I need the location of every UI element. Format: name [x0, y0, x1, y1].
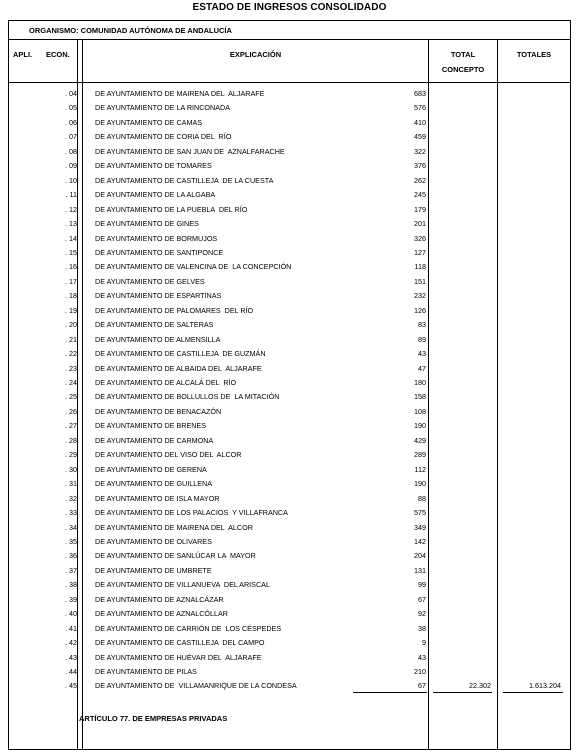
row-amount: 262	[414, 175, 426, 185]
row-econ-code: . 35	[65, 536, 77, 546]
row-econ-code: . 28	[65, 435, 77, 445]
row-econ-code: . 21	[65, 334, 77, 344]
row-description: DE AYUNTAMIENTO DE CARMONA	[95, 435, 214, 445]
header-apli: APLI.	[13, 50, 33, 59]
row-amount: 190	[414, 479, 426, 489]
row-amount: 683	[414, 89, 426, 98]
row-description: DE AYUNTAMIENTO DE LOS PALACIOS Y VILLAFRANCA	[95, 508, 288, 518]
row-description: DE AYUNTAMIENTO DE SAN JUAN DE AZNALFARACHE	[95, 146, 285, 156]
table-row	[9, 275, 570, 289]
row-description: DE AYUNTAMIENTO DE BOLLULLOS DE LA MITACIÓN	[95, 392, 280, 402]
row-econ-code: . 10	[65, 175, 77, 185]
row-amount: 118	[414, 262, 426, 272]
row-amount: 289	[414, 450, 426, 460]
table-row	[9, 622, 570, 636]
row-econ-code: . 36	[65, 551, 77, 561]
table-row	[9, 101, 570, 115]
organismo-label: ORGANISMO: COMUNIDAD AUTÓNOMA DE ANDALUCÍA	[9, 21, 570, 40]
row-econ-code: . 17	[65, 276, 77, 286]
header-econ: ECON.	[46, 50, 70, 59]
table-row	[9, 246, 570, 260]
row-description: DE AYUNTAMIENTO DE GINES	[95, 219, 199, 229]
row-econ-code: . 22	[65, 349, 77, 359]
table-row	[9, 116, 570, 130]
table-row	[9, 362, 570, 376]
row-description: DE AYUNTAMIENTO DE PALOMARES DEL RÍO	[95, 305, 254, 315]
row-econ-code: . 18	[65, 291, 77, 301]
row-description: DE AYUNTAMIENTO DE ESPARTINAS	[95, 291, 222, 301]
row-description: DE AYUNTAMIENTO DE BENACAZÓN	[95, 406, 222, 416]
table-row	[9, 145, 570, 159]
row-description: DE AYUNTAMIENTO DE GUILLENA	[95, 479, 213, 489]
row-econ-code: . 45	[65, 681, 77, 691]
table-row	[9, 347, 570, 361]
table-row	[9, 434, 570, 448]
row-econ-code: . 06	[65, 117, 77, 127]
row-econ-code: . 31	[65, 479, 77, 489]
row-amount: 126	[414, 305, 426, 315]
row-econ-code: . 23	[65, 363, 77, 373]
row-econ-code: . 20	[65, 320, 77, 330]
table-row	[9, 260, 570, 274]
table-row	[9, 535, 570, 549]
row-amount: 89	[418, 334, 426, 344]
row-amount: 232	[414, 291, 426, 301]
row-econ-code: . 19	[65, 305, 77, 315]
header-explicacion: EXPLICACIÓN	[229, 50, 282, 59]
row-amount: 43	[418, 652, 426, 662]
row-amount: 67	[418, 594, 426, 604]
row-econ-code: . 14	[65, 233, 77, 243]
row-amount: 131	[414, 565, 426, 575]
total-concepto-underline	[433, 692, 492, 693]
row-description: DE AYUNTAMIENTO DE AZNALCÁZAR	[95, 594, 224, 604]
table-row	[9, 405, 570, 419]
row-amount: 127	[414, 247, 426, 257]
row-description: DE AYUNTAMIENTO DE MAIRENA DEL ALCOR	[95, 522, 253, 532]
table-row	[9, 376, 570, 390]
table-row	[9, 174, 570, 188]
table-row	[9, 304, 570, 318]
row-amount: 349	[414, 522, 426, 532]
row-amount: 67	[418, 681, 426, 691]
table-row	[9, 289, 570, 303]
table-row	[9, 521, 570, 535]
row-amount: 410	[414, 117, 426, 127]
table-row	[9, 506, 570, 520]
row-amount: 88	[418, 493, 426, 503]
row-description: DE AYUNTAMIENTO DE SALTERAS	[95, 320, 214, 330]
row-econ-code: . 32	[65, 493, 77, 503]
row-econ-code: . 41	[65, 623, 77, 633]
table-row	[9, 318, 570, 332]
row-amount: 83	[418, 320, 426, 330]
row-econ-code: . 43	[65, 652, 77, 662]
table-row	[9, 419, 570, 433]
row-econ-code: . 15	[65, 247, 77, 257]
row-econ-code: . 12	[65, 204, 77, 214]
header-divider	[9, 82, 570, 83]
row-amount: 38	[418, 623, 426, 633]
row-econ-code: . 37	[65, 565, 77, 575]
row-econ-code: . 07	[65, 132, 77, 142]
row-amount: 376	[414, 161, 426, 171]
table-row	[9, 232, 570, 246]
row-econ-code: . 11	[65, 190, 77, 200]
row-description: DE AYUNTAMIENTO DE CASTILLEJA DE GUZMÁN	[95, 349, 266, 359]
row-description: DE AYUNTAMIENTO DE TOMARES	[95, 161, 212, 171]
table-row	[9, 188, 570, 202]
row-description: DE AYUNTAMIENTO DE BRENES	[95, 421, 207, 431]
row-econ-code: . 39	[65, 594, 77, 604]
table-row	[9, 463, 570, 477]
row-econ-code: . 08	[65, 146, 77, 156]
row-amount: 576	[414, 103, 426, 113]
row-description: DE AYUNTAMIENTO DE AZNALCÓLLAR	[95, 609, 228, 619]
header-totales: TOTALES	[516, 50, 552, 59]
row-amount: 190	[414, 421, 426, 431]
row-econ-code: . 24	[65, 378, 77, 387]
totales-underline	[503, 692, 563, 693]
table-row	[9, 87, 570, 101]
row-econ-code: . 34	[65, 522, 77, 532]
row-econ-code: . 38	[65, 580, 77, 590]
table-row	[9, 578, 570, 592]
table-row	[9, 607, 570, 621]
amount-underline	[353, 692, 427, 693]
row-description: DE AYUNTAMIENTO DE LA RINCONADA	[95, 103, 230, 113]
row-description: DE AYUNTAMIENTO DE CAMAS	[95, 117, 203, 127]
row-amount: 99	[418, 580, 426, 590]
row-description: DE AYUNTAMIENTO DE LA PUEBLA DEL RÍO	[95, 204, 248, 214]
row-totales: 1.613.204	[529, 681, 561, 691]
table-row	[9, 665, 570, 679]
row-amount: 201	[414, 219, 426, 229]
row-amount: 179	[414, 204, 426, 214]
row-econ-code: . 30	[65, 464, 77, 474]
row-description: DE AYUNTAMIENTO DE SANLÚCAR LA MAYOR	[95, 551, 256, 561]
table-row	[9, 593, 570, 607]
row-econ-code: . 09	[65, 161, 77, 171]
row-econ-code: . 27	[65, 421, 77, 431]
row-econ-code: . 05	[65, 103, 77, 113]
row-description: DE AYUNTAMIENTO DE ALCALÁ DEL RÍO	[95, 378, 237, 387]
row-description: DE AYUNTAMIENTO DE GELVES	[95, 276, 205, 286]
row-description: DE AYUNTAMIENTO DE MAIRENA DEL ALJARAFE	[95, 89, 265, 98]
row-description: DE AYUNTAMIENTO DE HUÉVAR DEL ALJARAFE	[95, 652, 262, 662]
table-row	[9, 549, 570, 563]
row-econ-code: . 26	[65, 406, 77, 416]
row-amount: 180	[414, 378, 426, 387]
table-row	[9, 564, 570, 578]
row-econ-code: . 33	[65, 508, 77, 518]
table-row	[9, 636, 570, 650]
table-row	[9, 448, 570, 462]
row-description: DE AYUNTAMIENTO DE ALBAIDA DEL ALJARAFE	[95, 363, 262, 373]
row-econ-code: . 44	[65, 667, 77, 676]
row-econ-code: . 29	[65, 450, 77, 460]
section-heading: ARTÍCULO 77. DE EMPRESAS PRIVADAS	[79, 714, 228, 723]
row-amount: 204	[414, 551, 426, 561]
row-econ-code: . 40	[65, 609, 77, 619]
row-description: DE AYUNTAMIENTO DE VILLANUEVA DEL ARISCAL	[95, 580, 270, 590]
table-row	[9, 651, 570, 665]
row-amount: 43	[418, 349, 426, 359]
row-description: DE AYUNTAMIENTO DEL VISO DEL ALCOR	[95, 450, 242, 460]
row-amount: 158	[414, 392, 426, 402]
table-row	[9, 390, 570, 404]
table-row	[9, 203, 570, 217]
row-description: DE AYUNTAMIENTO DE PILAS	[95, 667, 197, 676]
row-econ-code: . 13	[65, 219, 77, 229]
row-description: DE AYUNTAMIENTO DE CASTILLEJA DE LA CUESTA	[95, 175, 274, 185]
row-econ-code: . 42	[65, 638, 77, 648]
table-row	[9, 159, 570, 173]
row-amount: 326	[414, 233, 426, 243]
table-row	[9, 477, 570, 491]
row-description: DE AYUNTAMIENTO DE VILLAMANRIQUE DE LA CONDESA	[95, 681, 297, 691]
row-amount: 210	[414, 667, 426, 676]
row-amount: 47	[418, 363, 426, 373]
row-amount: 575	[414, 508, 426, 518]
row-description: DE AYUNTAMIENTO DE UMBRETE	[95, 565, 212, 575]
document-title: ESTADO DE INGRESOS CONSOLIDADO	[192, 2, 387, 13]
row-amount: 112	[414, 464, 426, 474]
header-total-concepto-line1: TOTAL	[450, 50, 476, 59]
table-row	[9, 217, 570, 231]
row-amount: 142	[414, 536, 426, 546]
row-description: DE AYUNTAMIENTO DE ISLA MAYOR	[95, 493, 220, 503]
row-description: DE AYUNTAMIENTO DE CORIA DEL RÍO	[95, 132, 232, 142]
row-amount: 245	[414, 190, 426, 200]
row-amount: 9	[422, 638, 426, 648]
row-description: DE AYUNTAMIENTO DE ALMENSILLA	[95, 334, 221, 344]
table-row	[9, 130, 570, 144]
row-econ-code: . 04	[65, 89, 77, 98]
row-econ-code: . 25	[65, 392, 77, 402]
row-total-concepto: 22.302	[469, 681, 491, 691]
row-amount: 322	[414, 146, 426, 156]
row-description: DE AYUNTAMIENTO DE CASTILLEJA DEL CAMPO	[95, 638, 265, 648]
row-description: DE AYUNTAMIENTO DE SANTIPONCE	[95, 247, 224, 257]
row-description: DE AYUNTAMIENTO DE GERENA	[95, 464, 207, 474]
row-description: DE AYUNTAMIENTO DE CARRIÓN DE LOS CÉSPEDES	[95, 623, 282, 633]
table-row	[9, 333, 570, 347]
row-amount: 429	[414, 435, 426, 445]
row-description: DE AYUNTAMIENTO DE VALENCINA DE LA CONCEPCIÓN	[95, 262, 292, 272]
row-amount: 108	[414, 406, 426, 416]
row-description: DE AYUNTAMIENTO DE OLIVARES	[95, 536, 212, 546]
row-amount: 459	[414, 132, 426, 142]
row-description: DE AYUNTAMIENTO DE BORMUJOS	[95, 233, 218, 243]
row-econ-code: . 16	[65, 262, 77, 272]
report-frame	[8, 20, 571, 750]
row-amount: 92	[418, 609, 426, 619]
row-description: DE AYUNTAMIENTO DE LA ALGABA	[95, 190, 216, 200]
row-amount: 151	[414, 276, 426, 286]
header-total-concepto-line2: CONCEPTO	[441, 65, 485, 74]
table-row	[9, 492, 570, 506]
